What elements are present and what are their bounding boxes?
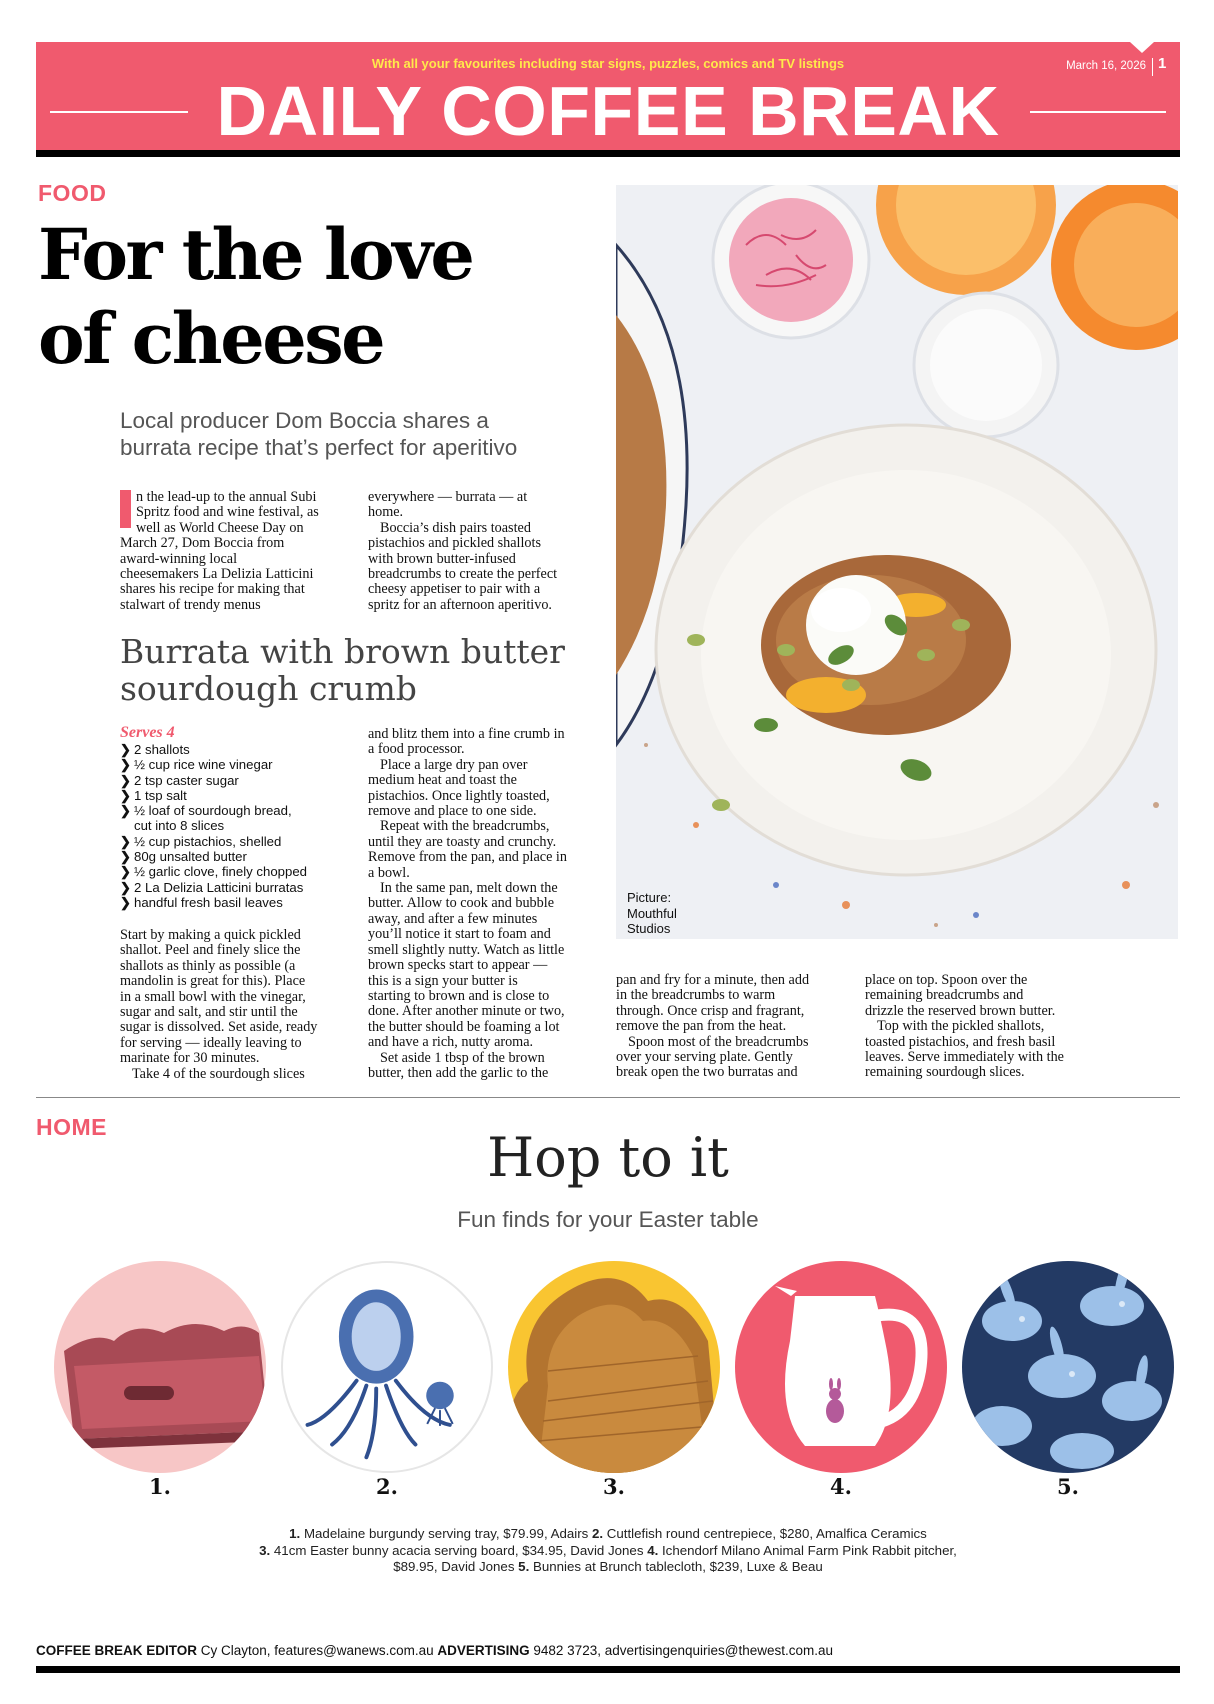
- product-caption: [36, 1526, 1180, 1576]
- method-line: Repeat with the breadcrumbs,: [380, 818, 550, 835]
- section-label-food: FOOD: [38, 180, 107, 206]
- advertising-label: ADVERTISING: [437, 1643, 530, 1658]
- intro-line: with brown butter-infused: [368, 550, 516, 567]
- product-4-image: [735, 1261, 947, 1473]
- method-line: mandolin is great for this). Place: [120, 973, 306, 990]
- intro-line: Spritz food and wine festival, as: [136, 504, 319, 521]
- intro-line: pistachios and pickled shallots: [368, 535, 541, 552]
- method-line: over your serving plate. Gently: [616, 1049, 793, 1066]
- intro-line: Boccia’s dish pairs toasted: [380, 519, 531, 536]
- chevron-right-icon: ❯: [120, 757, 132, 773]
- method-line: toasted pistachios, and fresh basil: [865, 1033, 1056, 1050]
- burrata-photo: [616, 185, 1178, 939]
- recipe-title: [120, 633, 580, 707]
- product-3-number: 3.: [603, 1474, 625, 1499]
- product-5-image: [962, 1261, 1174, 1473]
- intro-line: spritz for an afternoon aperitivo.: [368, 596, 552, 613]
- intro-line: cheesy appetiser to pair with a: [368, 581, 541, 598]
- method-line: a food processor.: [368, 741, 465, 758]
- product-1-number: 1.: [149, 1474, 171, 1499]
- bunny-board-illustration: [508, 1261, 720, 1473]
- method-line: in the breadcrumbs to warm: [616, 987, 776, 1004]
- section-label-home: HOME: [36, 1114, 107, 1140]
- method-line: a bowl.: [368, 864, 410, 881]
- product-1-image: [54, 1261, 266, 1473]
- method-column-1: [120, 928, 360, 1082]
- intro-column-1: [120, 490, 350, 613]
- caption-number: 1.: [289, 1526, 301, 1541]
- photo-credit-line: Picture:: [627, 890, 672, 905]
- masthead-notch-icon: [1130, 42, 1154, 53]
- method-line: brown specks start to appear —: [368, 957, 548, 974]
- method-line: starting to brown and is close to: [368, 987, 550, 1004]
- method-line: place on top. Spoon over the: [865, 972, 1028, 988]
- method-line: Take 4 of the sourdough slices: [132, 1065, 305, 1082]
- caption-line: [36, 1526, 1180, 1543]
- method-line: Start by making a quick pickled: [120, 927, 301, 943]
- caption-number: 5.: [518, 1559, 530, 1574]
- chevron-right-icon: ❯: [120, 894, 132, 910]
- caption-text: Madelaine burgundy serving tray, $79.99, Adairs: [303, 1526, 589, 1541]
- method-line: marinate for 30 minutes.: [120, 1050, 260, 1067]
- serves-label: Serves 4: [120, 724, 175, 741]
- editor-label: COFFEE BREAK EDITOR: [36, 1643, 198, 1658]
- rabbit-pitcher-illustration: [735, 1261, 947, 1473]
- photo-credit-line: Studios: [627, 921, 671, 936]
- method-line: through. Once crisp and fragrant,: [616, 1002, 805, 1019]
- masthead-tagline: With all your favourites including star signs, puzzles, comics and TV listings: [371, 56, 845, 71]
- caption-text: Ichendorf Milano Animal Farm Pink Rabbit pitcher,: [661, 1542, 957, 1558]
- recipe-title-line-1: Burrata with brown butter: [120, 632, 565, 671]
- page-number: 1: [1158, 55, 1167, 72]
- intro-line: breadcrumbs to create the perfect: [368, 566, 558, 583]
- article-headline: [38, 213, 578, 381]
- method-line: break open the two burratas and: [616, 1064, 798, 1081]
- chevron-right-icon: ❯: [120, 879, 132, 895]
- product-5-number: 5.: [1057, 1474, 1079, 1499]
- method-line: this is a sign your butter is: [368, 972, 518, 989]
- caption-line: [36, 1543, 1180, 1560]
- intro-line: stalwart of trendy menus: [120, 596, 261, 613]
- method-line: shallots as thinly as possible (a: [120, 957, 296, 974]
- ingredient-item: ❯ ½ loaf of sourdough bread,: [120, 803, 292, 819]
- method-line: remove the pan from the heat.: [616, 1018, 787, 1035]
- method-line: leaves. Serve immediately with the: [865, 1049, 1064, 1066]
- method-line: medium heat and toast the: [368, 772, 517, 789]
- ingredient-item: ❯ ½ garlic clove, finely chopped: [120, 864, 308, 880]
- method-line: sugar is dissolved. Set aside, ready: [120, 1019, 318, 1036]
- masthead-separator: [1152, 58, 1153, 76]
- intro-line: well as World Cheese Day on: [136, 519, 304, 536]
- photo-credit-line: Mouthful: [627, 905, 677, 921]
- masthead-bottom-rule: [36, 150, 1180, 157]
- article-standfirst: [120, 407, 580, 461]
- method-line: done. After another minute or two,: [368, 1003, 565, 1020]
- intro-line: March 27, Dom Boccia from: [120, 535, 285, 552]
- caption-number: 4.: [647, 1542, 659, 1558]
- method-line: pan and fry for a minute, then add: [616, 972, 810, 988]
- method-line: until they are toasty and crunchy.: [368, 833, 557, 850]
- intro-line: award-winning local: [120, 550, 238, 567]
- standfirst-line-2: burrata recipe that’s perfect for aperitivo: [120, 435, 518, 460]
- method-column-2: [368, 727, 608, 1081]
- chevron-right-icon: ❯: [120, 742, 132, 757]
- editor-contact: Cy Clayton, features@wanews.com.au: [200, 1643, 434, 1658]
- method-line: In the same pan, melt down the: [380, 880, 558, 897]
- method-line: remaining sourdough slices.: [865, 1064, 1025, 1081]
- ingredients-block: [120, 724, 350, 910]
- method-line: smell slightly nutty. Watch as little: [368, 941, 565, 958]
- method-line: Top with the pickled shallots,: [877, 1018, 1045, 1035]
- caption-text: Cuttlefish round centrepiece, $280, Amalfica Ceramics: [606, 1526, 927, 1541]
- chevron-right-icon: ❯: [120, 864, 132, 880]
- ingredient-item: ❯ ½ cup rice wine vinegar: [120, 757, 273, 773]
- method-line: remaining breadcrumbs and: [865, 987, 1024, 1004]
- method-line: Set aside 1 tbsp of the brown: [380, 1049, 545, 1066]
- advertising-contact: 9482 3723, advertisingenquiries@thewest.com.au: [533, 1643, 834, 1658]
- chevron-right-icon: ❯: [120, 803, 132, 819]
- method-line: butter. Allow to cook and bubble: [368, 895, 554, 912]
- serving-tray-illustration: [54, 1261, 266, 1473]
- page-footer: [36, 1643, 1180, 1658]
- method-line: you’ll notice it start to foam and: [368, 926, 551, 943]
- recipe-title-line-2: sourdough crumb: [120, 669, 417, 708]
- chevron-right-icon: ❯: [120, 849, 132, 865]
- intro-line: shares his recipe for making that: [120, 581, 305, 598]
- photo-credit: [627, 890, 707, 937]
- ingredient-item: ❯ 2 shallots: [120, 742, 190, 757]
- caption-line: [36, 1559, 1180, 1576]
- method-line: for serving — ideally leaving to: [120, 1034, 302, 1051]
- cuttlefish-plate-illustration: [283, 1263, 491, 1471]
- home-subtitle: Fun finds for your Easter table: [457, 1207, 759, 1232]
- ingredient-item: ❯ 80g unsalted butter: [120, 849, 247, 865]
- intro-line: n the lead-up to the annual Subi: [136, 489, 317, 505]
- caption-text: 41cm Easter bunny acacia serving board, $34.95, David Jones: [273, 1542, 644, 1558]
- home-title: Hop to it: [487, 1126, 729, 1189]
- method-line: drizzle the reserved brown butter.: [865, 1002, 1056, 1019]
- intro-line: cheesemakers La Delizia Latticini: [120, 566, 314, 583]
- product-2-image: [281, 1261, 493, 1473]
- method-line: and have a rich, nutty aroma.: [368, 1034, 534, 1051]
- product-4-number: 4.: [830, 1474, 852, 1499]
- section-divider: [36, 1097, 1180, 1098]
- issue-date: March 16, 2026: [1066, 60, 1146, 72]
- chevron-right-icon: ❯: [120, 787, 132, 803]
- headline-line-2: of cheese: [38, 297, 384, 380]
- product-2-number: 2.: [376, 1474, 398, 1499]
- method-line: in a small bowl with the vinegar,: [120, 988, 306, 1005]
- ingredient-item-continued: cut into 8 slices: [134, 818, 225, 834]
- intro-line: everywhere — burrata — at: [368, 489, 528, 505]
- method-line: Place a large dry pan over: [380, 756, 528, 773]
- ingredient-item: ❯ ½ cup pistachios, shelled: [120, 833, 282, 849]
- method-line: Spoon most of the breadcrumbs: [628, 1033, 809, 1050]
- ingredient-item: ❯ 2 La Delizia Latticini burratas: [120, 879, 304, 895]
- headline-line-1: For the love: [38, 213, 473, 296]
- chevron-right-icon: ❯: [120, 772, 132, 788]
- ingredients-list: [120, 742, 350, 910]
- masthead-title: DAILY COFFEE BREAK: [216, 72, 1000, 150]
- method-line: pistachios. Once lightly toasted,: [368, 787, 550, 804]
- intro-column-2: [368, 490, 598, 613]
- intro-line: home.: [368, 504, 404, 521]
- product-3-image: [508, 1261, 720, 1473]
- ingredient-item: ❯ handful fresh basil leaves: [120, 894, 283, 910]
- method-line: sugar and salt, and stir until the: [120, 1004, 298, 1021]
- bunny-tablecloth-illustration: [962, 1261, 1174, 1473]
- method-line: Remove from the pan, and place in: [368, 849, 567, 866]
- method-line: butter, then add the garlic to the: [368, 1064, 549, 1081]
- footer-rule: [36, 1666, 1180, 1673]
- method-line: shallot. Peel and finely slice the: [120, 942, 301, 959]
- standfirst-line-1: Local producer Dom Boccia shares a: [120, 408, 489, 433]
- caption-text: $89.95, David Jones: [393, 1559, 515, 1574]
- method-column-3: [616, 973, 856, 1081]
- method-line: the butter should be foaming a lot: [368, 1018, 560, 1035]
- caption-number: 2.: [592, 1526, 604, 1541]
- method-line: and blitz them into a fine crumb in: [368, 726, 565, 742]
- ingredient-item: ❯ 1 tsp salt: [120, 787, 187, 803]
- ingredient-item: ❯ 2 tsp caster sugar: [120, 772, 239, 788]
- chevron-right-icon: ❯: [120, 833, 132, 849]
- burrata-photo-illustration: [616, 185, 1178, 939]
- method-line: away, and after a few minutes: [368, 910, 538, 927]
- caption-text: Bunnies at Brunch tablecloth, $239, Luxe & Beau: [532, 1559, 823, 1574]
- method-column-4: [865, 973, 1105, 1081]
- caption-number: 3.: [259, 1542, 271, 1558]
- method-line: remove and place to one side.: [368, 803, 537, 820]
